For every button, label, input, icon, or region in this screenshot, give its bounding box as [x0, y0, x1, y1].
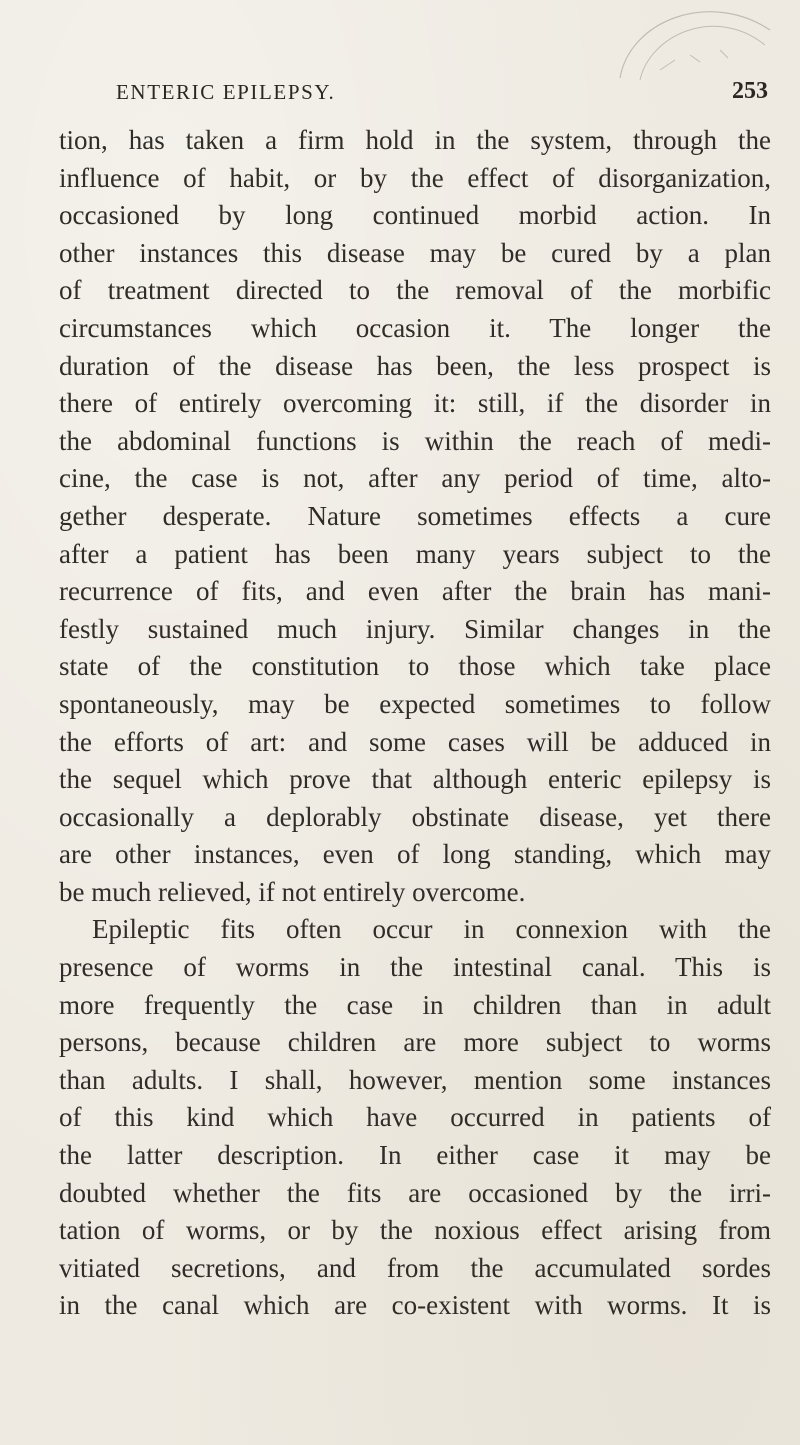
text-line: cine, the case is not, after any period of time, alto-	[59, 463, 771, 494]
text-line: presence of worms in the intestinal canal. This is	[59, 952, 771, 983]
text-line: persons, because children are more subject to worms	[59, 1027, 771, 1058]
page-header	[116, 72, 768, 112]
text-line: the abdominal functions is within the reach of medi-	[59, 425, 771, 456]
text-line: occasioned by long continued morbid action. In	[59, 200, 771, 231]
text-line: the sequel which prove that although enteric epilepsy is	[59, 764, 771, 795]
text-line: vitiated secretions, and from the accumulated sordes	[59, 1252, 771, 1283]
text-line: influence of habit, or by the effect of disorganization,	[59, 162, 771, 193]
text-line: of treatment directed to the removal of the morbific	[59, 275, 771, 306]
page-number: 253	[732, 78, 768, 104]
text-line: recurrence of fits, and even after the brain has mani-	[59, 576, 771, 607]
text-line: occasionally a deplorably obstinate disease, yet there	[59, 801, 771, 832]
text-line: are other instances, even of long standing, which may	[59, 839, 771, 870]
text-line: other instances this disease may be cured by a plan	[59, 237, 771, 268]
text-line: duration of the disease has been, the less prospect is	[59, 350, 771, 381]
text-line: in the canal which are co-existent with worms. It is	[59, 1290, 771, 1321]
library-stamp-icon	[600, 0, 790, 80]
text-line: spontaneously, may be expected sometimes to follow	[59, 688, 771, 719]
body-text	[59, 122, 771, 1325]
text-line: there of entirely overcoming it: still, if the disorder in	[59, 388, 771, 419]
text-line-paragraph-start: Epileptic fits often occur in connexion with the	[92, 914, 771, 945]
text-line: state of the constitution to those which take place	[59, 651, 771, 682]
text-line: than adults. I shall, however, mention some instances	[59, 1064, 771, 1095]
text-line: more frequently the case in children than in adult	[59, 989, 771, 1020]
text-line: of this kind which have occurred in patients of	[59, 1102, 771, 1133]
text-line: festly sustained much injury. Similar changes in the	[59, 613, 771, 644]
text-line-paragraph-end: be much relieved, if not entirely overcome.	[59, 876, 526, 907]
text-line: the latter description. In either case it may be	[59, 1140, 771, 1171]
text-line: tion, has taken a firm hold in the system, through the	[59, 125, 771, 155]
running-title: ENTERIC EPILEPSY.	[116, 80, 336, 104]
text-line: gether desperate. Nature sometimes effects a cure	[59, 500, 771, 531]
text-line: after a patient has been many years subject to the	[59, 538, 771, 569]
text-line: the efforts of art: and some cases will be adduced in	[59, 726, 771, 757]
text-line: circumstances which occasion it. The longer the	[59, 312, 771, 343]
text-line: doubted whether the fits are occasioned by the irri-	[59, 1177, 771, 1208]
text-line: tation of worms, or by the noxious effect arising from	[59, 1215, 771, 1246]
